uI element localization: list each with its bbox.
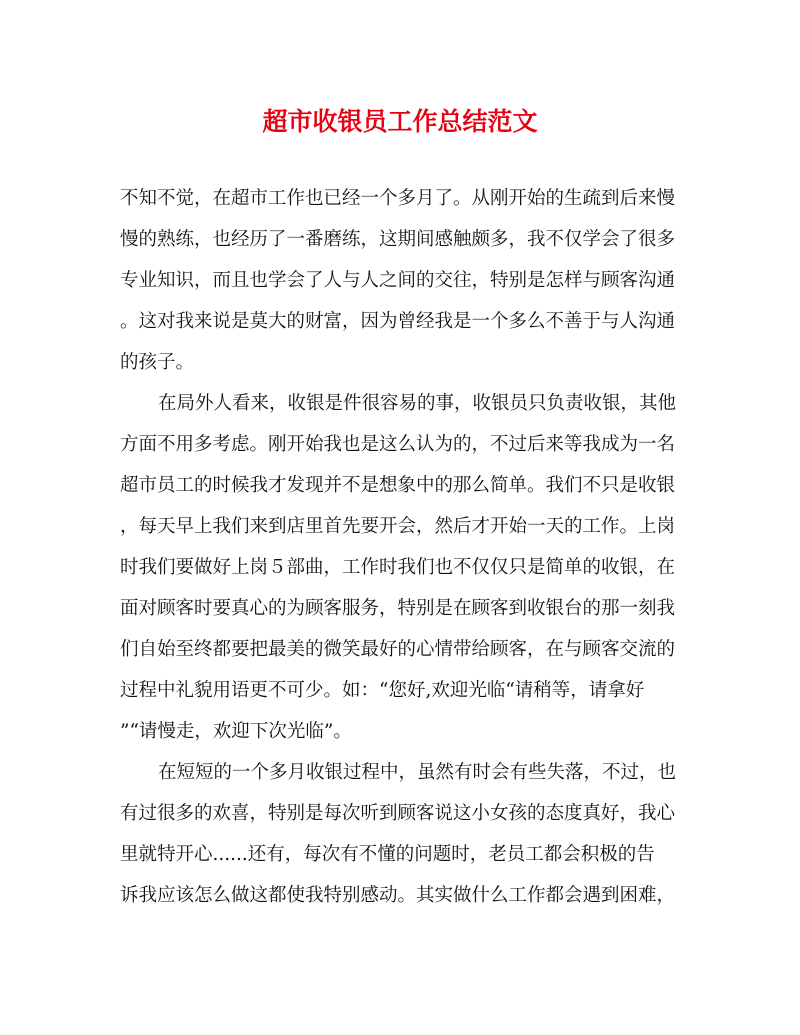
paragraph-line: 里就特开心......还有，每次有不懂的问题时，老员工都会积极的告: [120, 844, 655, 865]
paragraph-line: 过程中礼貌用语更不可少。如：“您好,欢迎光临“请稍等，请拿好: [120, 680, 645, 701]
paragraph-line: 在局外人看来，收银是件很容易的事，收银员只负责收银，其他: [158, 393, 677, 414]
paragraph-line: 在短短的一个多月收银过程中，虽然有时会有些失落，不过，也: [158, 762, 677, 783]
paragraph-1: [120, 178, 680, 383]
paragraph-line: 们自始至终都要把最美的微笑最好的心情带给顾客，在与顾客交流的: [120, 639, 676, 660]
paragraph-line: 超市员工的时候我才发现并不是想象中的那么简单。我们不只是收银: [120, 475, 676, 496]
paragraph-3: [120, 752, 680, 916]
paragraph-line: 时我们要做好上岗５部曲，工作时我们也不仅仅只是简单的收银，在: [120, 557, 676, 578]
paragraph-line: ”“请慢走，欢迎下次光临”。: [120, 721, 352, 742]
paragraph-line: 不知不觉，在超市工作也已经一个多月了。从刚开始的生疏到后来慢: [120, 188, 676, 209]
paragraph-line: ，每天早上我们来到店里首先要开会，然后才开始一天的工作。上岗: [120, 516, 676, 537]
paragraph-line: 。这对我来说是莫大的财富，因为曾经我是一个多么不善于与人沟通: [120, 311, 676, 332]
paragraph-line: 有过很多的欢喜，特别是每次听到顾客说这小女孩的态度真好，我心: [120, 803, 676, 824]
paragraph-line: 诉我应该怎么做这都使我特别感动。其实做什么工作都会遇到困难，: [120, 885, 676, 906]
paragraph-line: 方面不用多考虑。刚开始我也是这么认为的，不过后来等我成为一名: [120, 434, 676, 455]
document-body: [120, 178, 680, 916]
paragraph-line: 的孩子。: [120, 352, 195, 373]
paragraph-2: [120, 383, 680, 752]
document-title: 超市收银员工作总结范文: [262, 107, 538, 136]
paragraph-line: 专业知识，而且也学会了人与人之间的交往，特别是怎样与顾客沟通: [120, 270, 676, 291]
paragraph-line: 慢的熟练，也经历了一番磨练，这期间感触颇多，我不仅学会了很多: [120, 229, 676, 250]
paragraph-line: 面对顾客时要真心的为顾客服务，特别是在顾客到收银台的那一刻我: [120, 598, 676, 619]
